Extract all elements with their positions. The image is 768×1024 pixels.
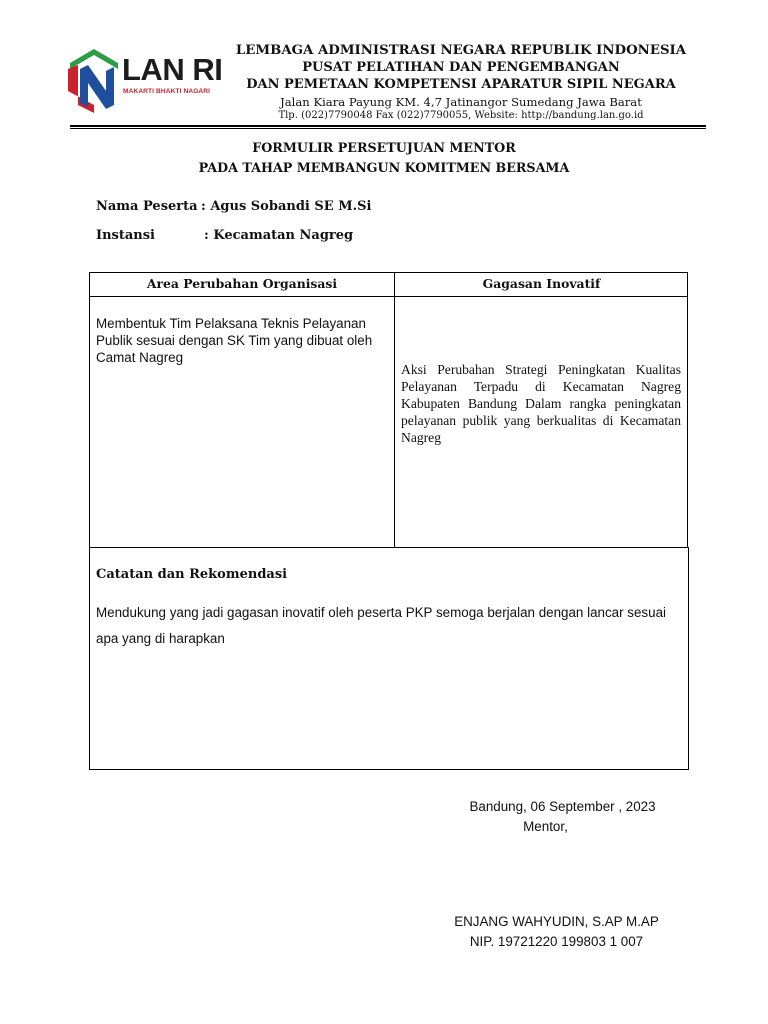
table-cell-area: Membentuk Tim Pelaksana Teknis Pelayanan Publik sesuai dengan SK Tim yang dibuat oleh Camat Nagreg [96, 316, 373, 365]
form-subtitle: PADA TAHAP MEMBANGUN KOMITMEN BERSAMA [198, 160, 570, 175]
form-title: FORMULIR PERSETUJUAN MENTOR [252, 140, 516, 155]
signature-name: ENJANG WAHYUDIN, S.AP M.AP [454, 914, 659, 929]
participant-agency-label: Instansi [96, 228, 155, 243]
logo-wordmark: LAN RI [122, 52, 223, 87]
letterhead-address: Jalan Kiara Payung KM. 4,7 Jatinangor Sumedang Jawa Barat [280, 95, 642, 109]
signature-nip: NIP. 19721220 199803 1 007 [469, 934, 644, 949]
participant-name-value: : Agus Sobandi SE M.Si [201, 199, 372, 214]
letterhead-institution: LEMBAGA ADMINISTRASI NEGARA REPUBLIK INDONESIA [235, 43, 687, 58]
signature-place-date: Bandung, 06 September , 2023 [469, 799, 656, 814]
lan-ri-logo [66, 47, 226, 115]
table-header-area: Area Perubahan Organisasi [146, 276, 338, 291]
notes-title: Catatan dan Rekomendasi [96, 567, 288, 582]
letterhead-division: DAN PEMETAAN KOMPETENSI APARATUR SIPIL NEGARA [246, 77, 676, 92]
notes-body: Mendukung yang jadi gagasan inovatif oleh peserta PKP semoga berjalan dengan lancar sesuai apa yang di harapkan [96, 605, 666, 646]
participant-name-label: Nama Peserta [96, 199, 198, 214]
proposal-table [89, 272, 688, 548]
participant-agency-value: : Kecamatan Nagreg [204, 228, 354, 243]
lan-ri-emblem-icon [66, 47, 122, 113]
notes-box [89, 547, 689, 770]
table-cell-innovation: Aksi Perubahan Strategi Peningkatan Kualitas Pelayanan Terpadu di Kecamatan Nagreg Kabupaten Bandung Dalam rangka peningkatan pelayanan publik yang berkualitas di Kecamatan Nagreg [401, 362, 681, 445]
table-column-divider [394, 273, 395, 547]
letterhead-contact: Tlp. (022)7790048 Fax (022)7790055, Website: http://bandung.lan.go.id [278, 110, 644, 121]
logo-tagline: MAKARTI BHAKTI NAGARI [123, 88, 211, 95]
letterhead-rule-thin [70, 128, 706, 129]
signature-role: Mentor, [523, 819, 568, 834]
letterhead-rule-thick [70, 125, 706, 127]
table-header-innovation: Gagasan Inovatif [482, 276, 601, 291]
table-header-divider [90, 296, 687, 297]
letterhead-center: PUSAT PELATIHAN DAN PENGEMBANGAN [302, 60, 620, 75]
